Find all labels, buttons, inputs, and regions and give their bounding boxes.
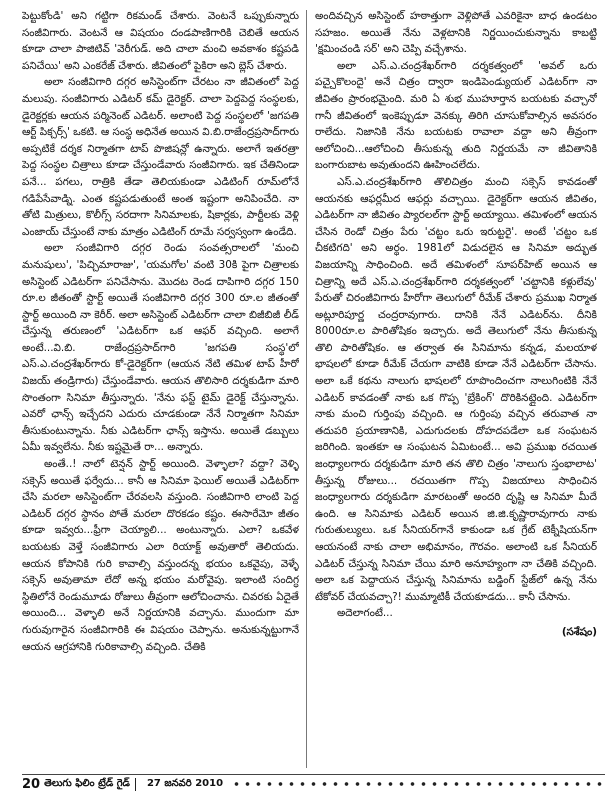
footer-dot-row — [231, 780, 605, 788]
issue-date: 27 జనవరి 2010 — [146, 778, 224, 789]
right-paragraph: ఎస్.ఎ.చంద్రశేఖర్‌గారి తొలిచిత్రం మంచి సక్సెస్ కావడంతో ఆయనకు ఆఫర్లమీద ఆఫర్లు వచ్చాయి. డైరెక్టర్‌గా ఆయన జీవితం, ఎడిటర్‌గా నా జీవితం ప్యారలల్‌గా స్టార్ట్ అయ్యాయి. తమిళంలో ఆయన చేసిన రెండో చిత్రం పేరు 'చట్టం ఒరు ఇరుట్టరై'. అంటే 'చట్టం ఒక చీకటిగది' అని అర్థం. 1981లో విడుదలైన ఆ సినిమా అద్భుత విజయాన్ని సాధించింది. అదే తమిళంలో సూపర్‌హిట్ అయిన ఆ చిత్రాన్ని అదే ఎస్.ఎ.చంద్రశేఖర్‌గారి దర్శకత్వంలో 'చట్టానికి కళ్లులేవు' పేరుతో చిరంజీవిగారు హీరోగా తెలుగులో రీమేక్ చేశారు ప్రముఖ నిర్మాత అట్లూరిపూర్ణ చంద్రరావుగారు. దానికి నేనే ఎడిటర్‌ను. దీనికి 8000రూ.ల పారితోషికం ఇచ్చారు. అదే తెలుగులో నేను తీసుకున్న తొలి పారితోషికం. ఆ తర్వాత ఈ సినిమాను కన్నడ, మలయాళ భాషలలో కూడా రీమేక్ చేయగా వాటికి కూడా నేనే ఎడిటర్‌గా చేసాను. అలా ఒకే కథను నాలుగు భాషలలో రూపొందించగా నాలుగింటికి నేనే ఎడిటర్ కావడంతో నాకు ఒక గొప్ప 'బ్రేకింగ్' దొరికినట్లైంది. ఎడిటర్‌గా నాకు మంచి గుర్తింపు వచ్చింది. ఆ గుర్తింపు వచ్చిన తరువాత నా తదుపరి ప్రయాణానికి, ఎదుగుదలకు దోహదపడేలా ఒక సంఘటన జరిగింది. ఇంతకూ ఆ సంఘటన ఏమిటంటే... అవి ప్రముఖ రచయిత జంధ్యాలగారు దర్శకుడిగా మారి తన తొలి చిత్రం 'నాలుగు స్తంభాలాట' తీస్తున్న రోజులు... రచయితగా గొప్ప విజయాలు సాధించిన జంధ్యాలగారు దర్శకుడిగా మారటంతో అందరి దృష్టి ఆ సినిమా మీదే ఉంది. ఆ సినిమాకు ఎడిటర్ అయిన జి.జి.కృష్ణారావుగారు నాకు గురుతుల్యులు. ఒక సీనియర్‌గానే కాకుండా ఒక గ్రేట్ టెక్నీషియన్‌గా ఆయనంటే నాకు చాలా అభిమానం, గౌరవం. అలాంటి ఒక సీనియర్ ఎడిటర్ చేస్తున్న సినిమా చేయి మారి అనూహ్యంగా నా చేతికి వచ్చింది. అలా ఒక పెద్దాయన చేస్తున్న సినిమాను బడ్డింగ్ స్టేజ్‌లో ఉన్న నేను టేకోవర్ చేయవచ్చా?! ముమ్మాటికీ చేయకూడదు... కానీ చేసాను. — [315, 175, 597, 603]
left-paragraph: అలా సంజీవిగారి దగ్గర అసిస్టెంట్‌గా చేరటం నా జీవితంలో పెద్ద మలుపు. సంజీవిగారు ఎడిటర్ కమ్ డైరెక్టర్. చాలా పెద్దపెద్ద సంస్థలకు, డైరెక్టర్లకు ఆయన పర్మినెంట్ ఎడిటర్. అలాంటి పెద్ద సంస్థలలో 'జగపతి ఆర్ట్ పిక్చర్స్' ఒకటి. ఆ సంస్థ అధినేత అయిన వి.బి.రాజేంద్రప్రసాద్‌గారు అప్పటికే దర్శక నిర్మాతగా టాప్ పొజిషన్లో ఉన్నారు. అలాగే ఇతరత్రా పెద్ద సంస్థల చిత్రాలు కూడా చేస్తుండేవారు సంజీవిగారు. ఇక చేతినిండా పనే... పగలు, రాత్రికి తేడా తెలియకుండా ఎడిటింగ్ రూమ్‌లోనే గడిపేసేవాడ్ని. ఎంత కష్టపడుతుంటే అంత ఇష్టంగా అనిపించేది. నా తోటి మిత్రులు, కొలీగ్స్ సరదాగా సినిమాలకు, షికార్లకు, పార్టీలకు వెళ్లి ఎంజాయ్ చేస్తుంటే నాకు మాత్రం ఎడిటింగ్ రూమే సర్వస్వంగా ఉండేది. — [22, 76, 299, 238]
column-divider — [306, 10, 307, 768]
left-paragraph: అలా సంజీవిగారి దగ్గర రెండు సంవత్సరాలలో 'మంచి మనుషులు', 'పిచ్చిమారాజు', 'యమగోల' వంటి 30కి పైగా చిత్రాలకు అసిస్టెంట్ ఎడిటర్‌గా పనిచేసాను. మొదట రెండ దాపిగారి దగ్గర 150 రూ.ల జీతంతో స్టార్ట్ అయితే సంజీవిగారి దగ్గర 300 రూ.ల జీతంతో స్టార్ట్ అయింది నా కెరీర్. అలా అసిస్టెంట్ ఎడిటర్‌గా చాలా బిజీబిజీ లీడ్ చేస్తున్న తరుణంలో 'ఎడిటర్‌గా ఒక ఆఫర్ వచ్చింది. అలాగే అంటే...వి.బి. రాజేంద్రప్రసాద్‌గారి 'జగపతి సంస్థ'లో ఎస్.ఎ.చంద్రశేఖర్‌గారు కో-డైరెక్టర్‌గా (ఆయన నేటి తమిళ టాప్ హీరో విజయ్ తండ్రిగారు) చేస్తుండేవారు. ఆయన తొలిసారి దర్శకుడిగా మారి సొంతంగా సినిమా తీస్తున్నారు. 'నేను ఫస్ట్ టైమ్ డైరెక్ట్ చేస్తున్నాను. ఎవరో ఛాన్స్ ఇచ్చేదని ఎదురు చూడకుండా నేనే నిర్మాతగా సినిమా తీసుకుంటున్నాను. నీకు ఎడిటర్‌గా ఛాన్స్ ఇస్తాను. అయితే డబ్బులు ఏమీ ఇవ్వలేను. నీకు ఇష్టమైతే రా... అన్నారు. — [22, 242, 299, 454]
left-paragraph: అంతే..! నాలో టెన్షన్ స్టార్ట్ అయింది. వెళ్ళాలా? వద్దా? వెళ్ళి సక్సెస్ అయితే ఫర్వేదు... కానీ ఆ సినిమా ఫెయిల్ అయితే ఎడిటర్‌గా చేసి మరలా అసిస్టెంట్‌గా చేరవలసి వస్తుంది. సంజీవిగారి లాంటి పెద్ద ఎడిటర్ దగ్గర స్థానం పోతే మరలా దొరకడం కష్టం. ఈసారేమో జీతం కూడా ఇవ్వరు...ఫ్రీగా చెయ్యాలి... అంటున్నారు. ఎలా? ఒకవేళ బయటకు వెళ్తే సంజీవిగారు ఎలా రియాక్ట్ అవుతారో తెలియదు. ఆయన కోపానికి గురి కావాల్సి వస్తుందన్న భయం ఒకవైపు, వెళ్ళే సక్సెస్ అవుతామా లేదో అన్న భయం మరోవైపు. ఇలాంటి సందిగ్ధ స్థితిలోనే రెండుమూడు రోజులు తీవ్రంగా ఆలోచించాను. చివరకు ఏదైతే అయింది... వెళ్ళాలి అనే నిర్ణయానికి వచ్చాను. ముందుగా మా గురువుగారైన సంజీవిగారికి ఈ విషయం చెప్పాను. అనుకున్నట్టుగానే ఆయన ఆగ్రహానికి గురికావాల్సి వచ్చింది. చేతికి — [22, 458, 299, 653]
left-column — [22, 8, 299, 770]
magazine-title: తెలుగు ఫిలిం ట్రేడ్ గైడ్ — [44, 778, 130, 789]
continued-marker: (సశేషం) — [561, 625, 597, 638]
left-paragraph: పెట్టుకోండి' అని గట్టిగా రికమండ్ చేశారు. వెంటనే ఒప్పుకున్నారు సంజీవిగారు. వెంటనే ఆ విషయం దండపాణిగారికి చెబితే ఆయన కూడా చాలా పాజిటివ్ 'వెరీగుడ్. అది చాలా మంచి అవకాశం కష్టపడి పనిచేయి' అని ఎంకరేజ్ చేశారు. జీవితంలో పైకిరా అని బ్లెస్ చేశారు. — [22, 10, 299, 72]
right-paragraph: అదెలాగంటే... — [337, 607, 393, 620]
right-column — [315, 8, 597, 770]
footer-separator — [135, 778, 136, 791]
right-paragraph: అందివచ్చిన అసిస్టెంట్ హఠాత్తుగా వెళ్లిపోతే ఎవరికైనా బాధ ఉండటం సహజం. అయితే నేను వెళ్లటానికి నిర్ణయించుకున్నాను కాబట్టి 'క్షమించండి సర్' అని చెప్పి వచ్చేశాను. — [315, 10, 597, 56]
page-number: 20 — [22, 776, 41, 792]
page-footer — [22, 774, 605, 793]
right-paragraph: అలా ఎస్.ఎ.చంద్రశేఖర్‌గారి దర్శకత్వంలో 'అవల్ ఒరు పచ్చైకొలందై' అనే చిత్రం ద్వారా ఇండిపెండ్యుయల్ ఎడిటర్‌గా నా జీవితం ప్రారంభమైంది. మరి ఏ శుభ ముహూర్తాన బయటకు వచ్చానో గానీ జీవితంలో ఇంకెప్పుడూ వెనక్కు తిరిగి చూసుకోవాల్సిన అవసరం రాలేదు. నిజానికి నేను బయటకు రావాలా వద్దా అని తీవ్రంగా ఆలోచించి...ఆలోచించి తీసుకున్న తుది నిర్ణయమే నా జీవితానికి బంగారుబాట అవుతుందని ఊహించలేదు. — [315, 59, 597, 172]
